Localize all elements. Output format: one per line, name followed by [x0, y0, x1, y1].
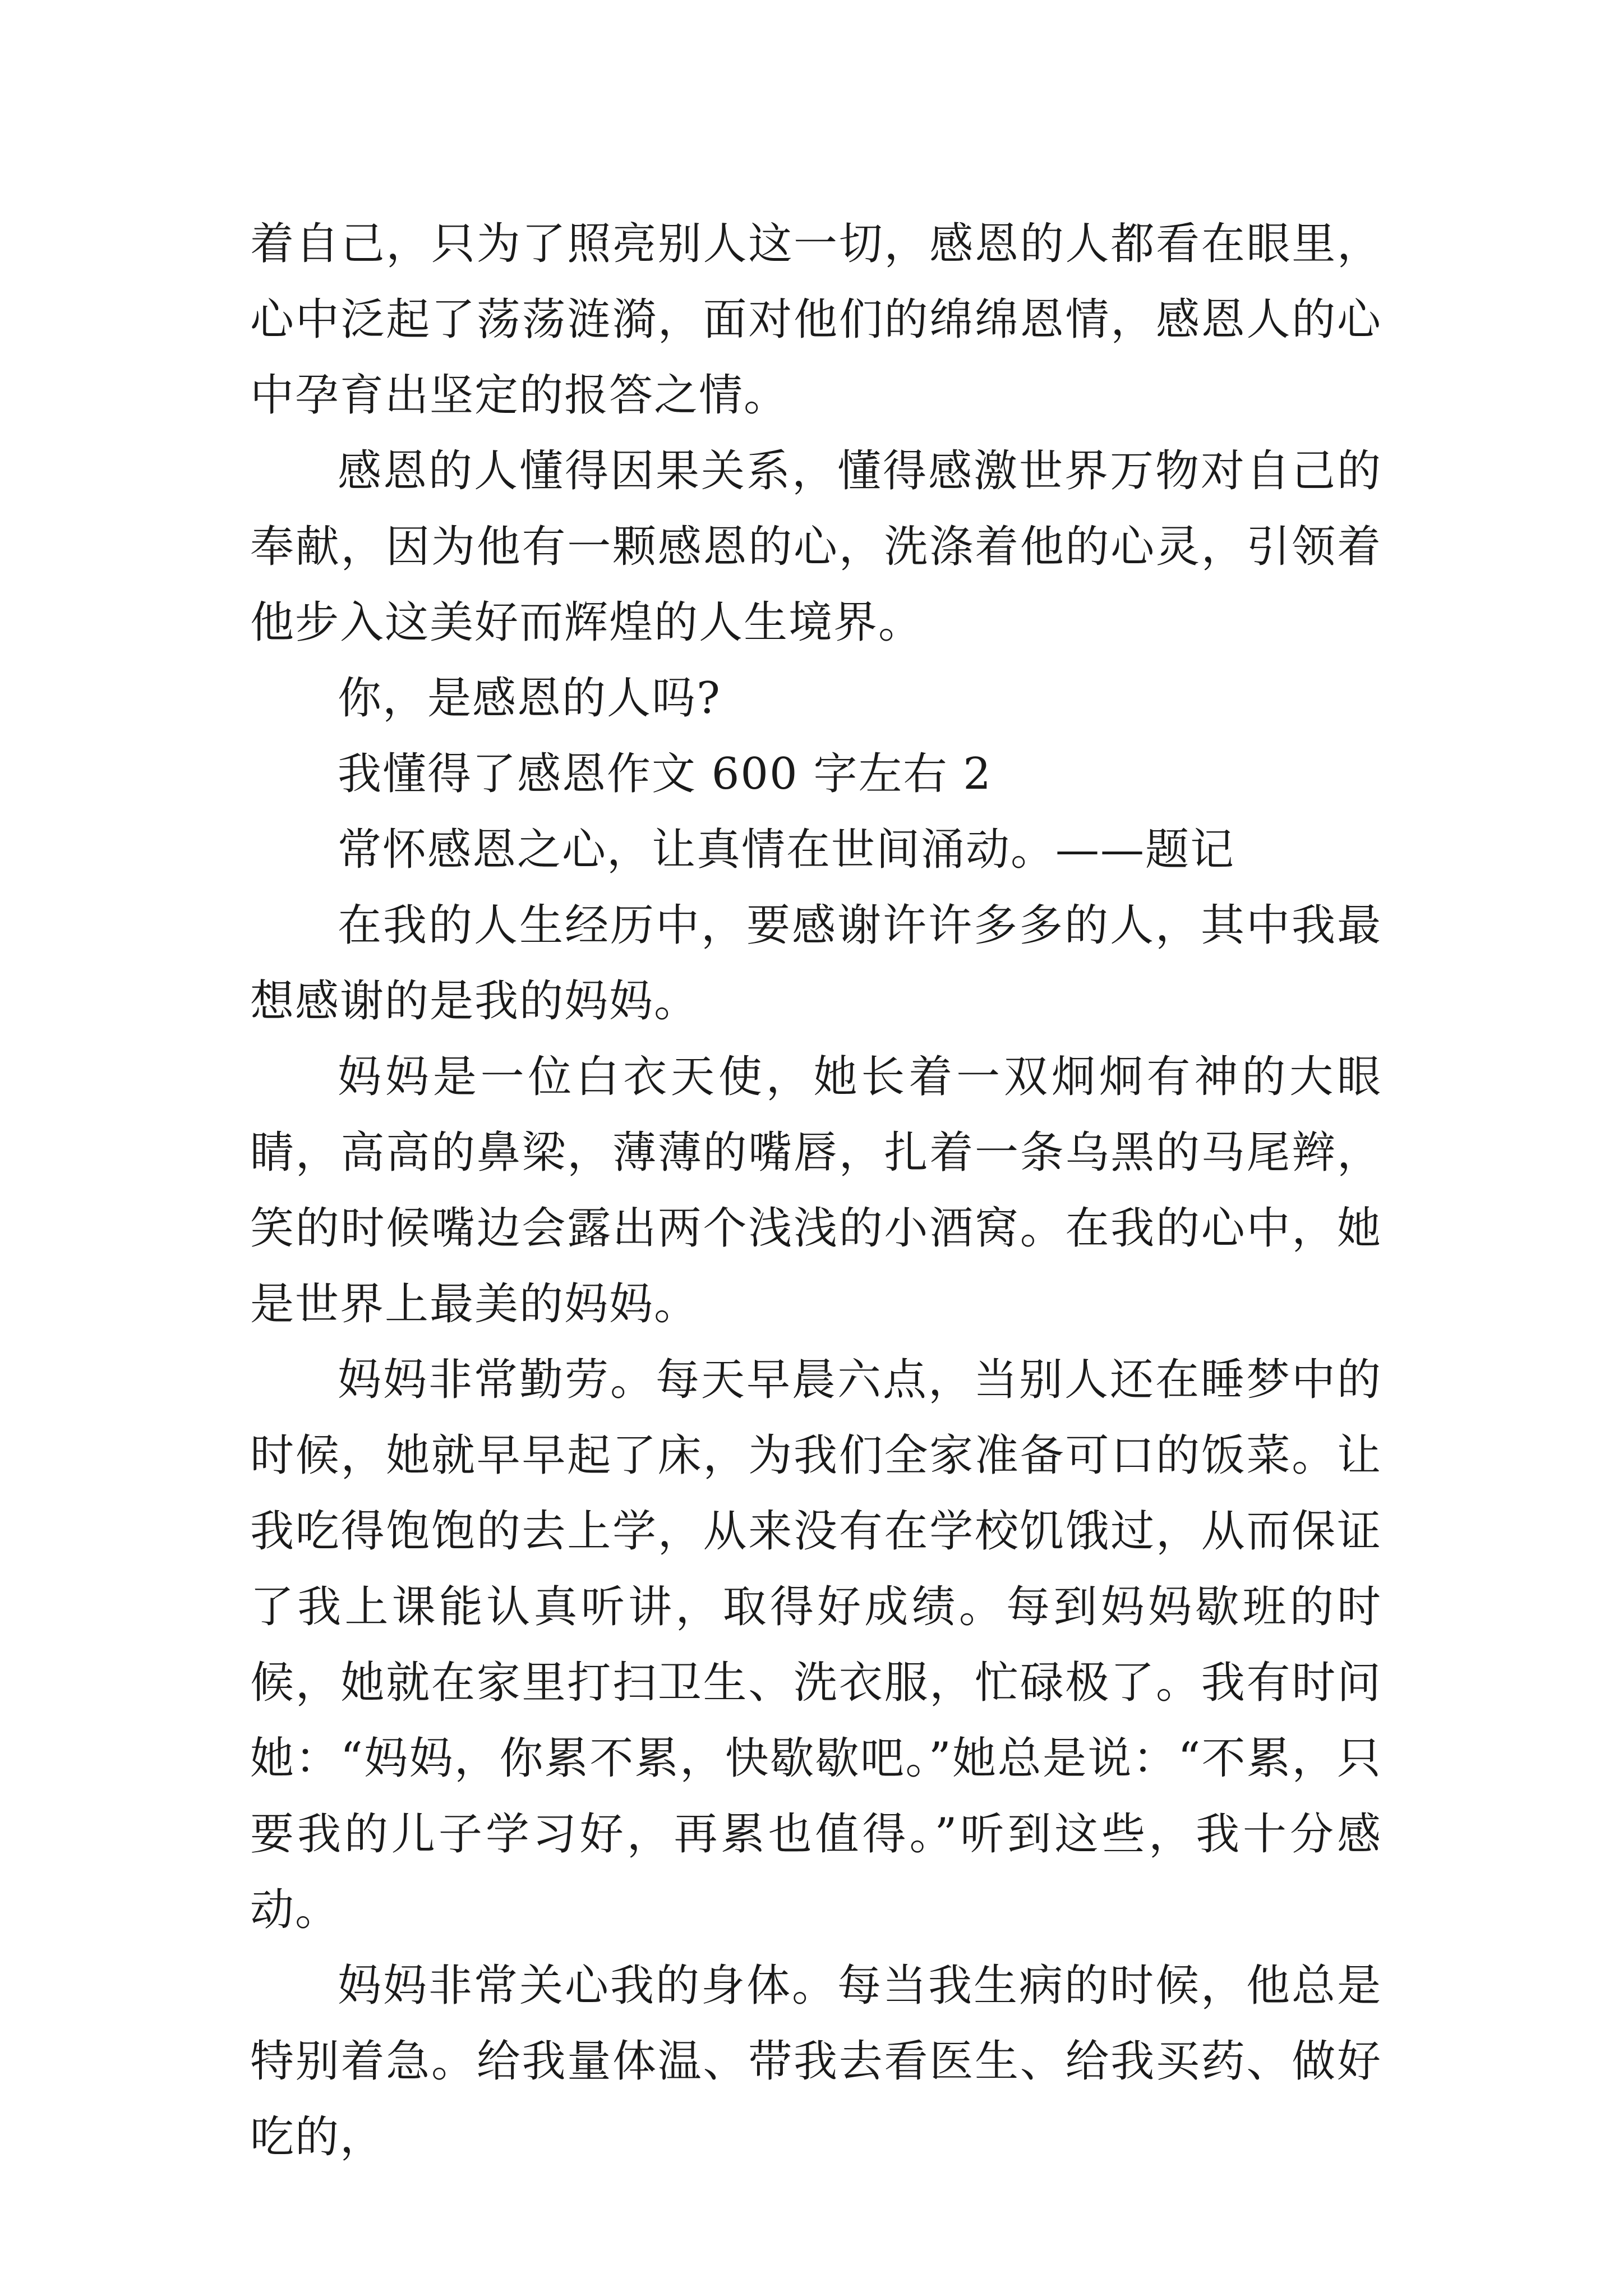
paragraph-2: 感恩的人懂得因果关系，懂得感激世界万物对自己的奉献，因为他有一颗感恩的心，洗涤着他的心灵，引领着他步入这美好而辉煌的人生境界。	[250, 446, 1382, 648]
paragraph-8: 妈妈非常勤劳。每天早晨六点，当别人还在睡梦中的时候，她就早早起了床，为我们全家准备可口的饭菜。让我吃得饱饱的去上学，从来没有在学校饥饿过，从而保证了我上课能认真听讲，取得好成绩。每到妈妈歇班的时候，她就在家里打扫卫生、洗衣服，忙碌极了。我有时问她：“妈妈，你累不累，快歇歇吧。”她总是说：“不累，只要我的儿子学习好，再累也值得。”听到这些，我十分感动。	[250, 1355, 1382, 1935]
epigraph: 常怀感恩之心，让真情在世间涌动。——题记	[338, 825, 1235, 875]
paragraph-6: 在我的人生经历中，要感谢许许多多的人，其中我最想感谢的是我的妈妈。	[250, 900, 1382, 1027]
paragraph-3: 你，是感恩的人吗?	[338, 673, 721, 724]
essay-title: 我懂得了感恩作文 600 字左右 2	[338, 749, 992, 799]
paragraph-7: 妈妈是一位白衣天使，她长着一双炯炯有神的大眼睛，高高的鼻梁，薄薄的嘴唇，扎着一条乌黑的马尾辫，笑的时候嘴边会露出两个浅浅的小酒窝。在我的心中，她是世界上最美的妈妈。	[250, 1052, 1382, 1329]
document-body	[250, 206, 1382, 2175]
paragraph-9: 妈妈非常关心我的身体。每当我生病的时候，他总是特别着急。给我量体温、带我去看医生、给我买药、做好吃的，	[250, 1961, 1382, 2162]
paragraph-1: 着自己，只为了照亮别人这一切，感恩的人都看在眼里，心中泛起了荡荡涟漪，面对他们的绵绵恩情，感恩人的心中孕育出坚定的报答之情。	[250, 219, 1382, 421]
